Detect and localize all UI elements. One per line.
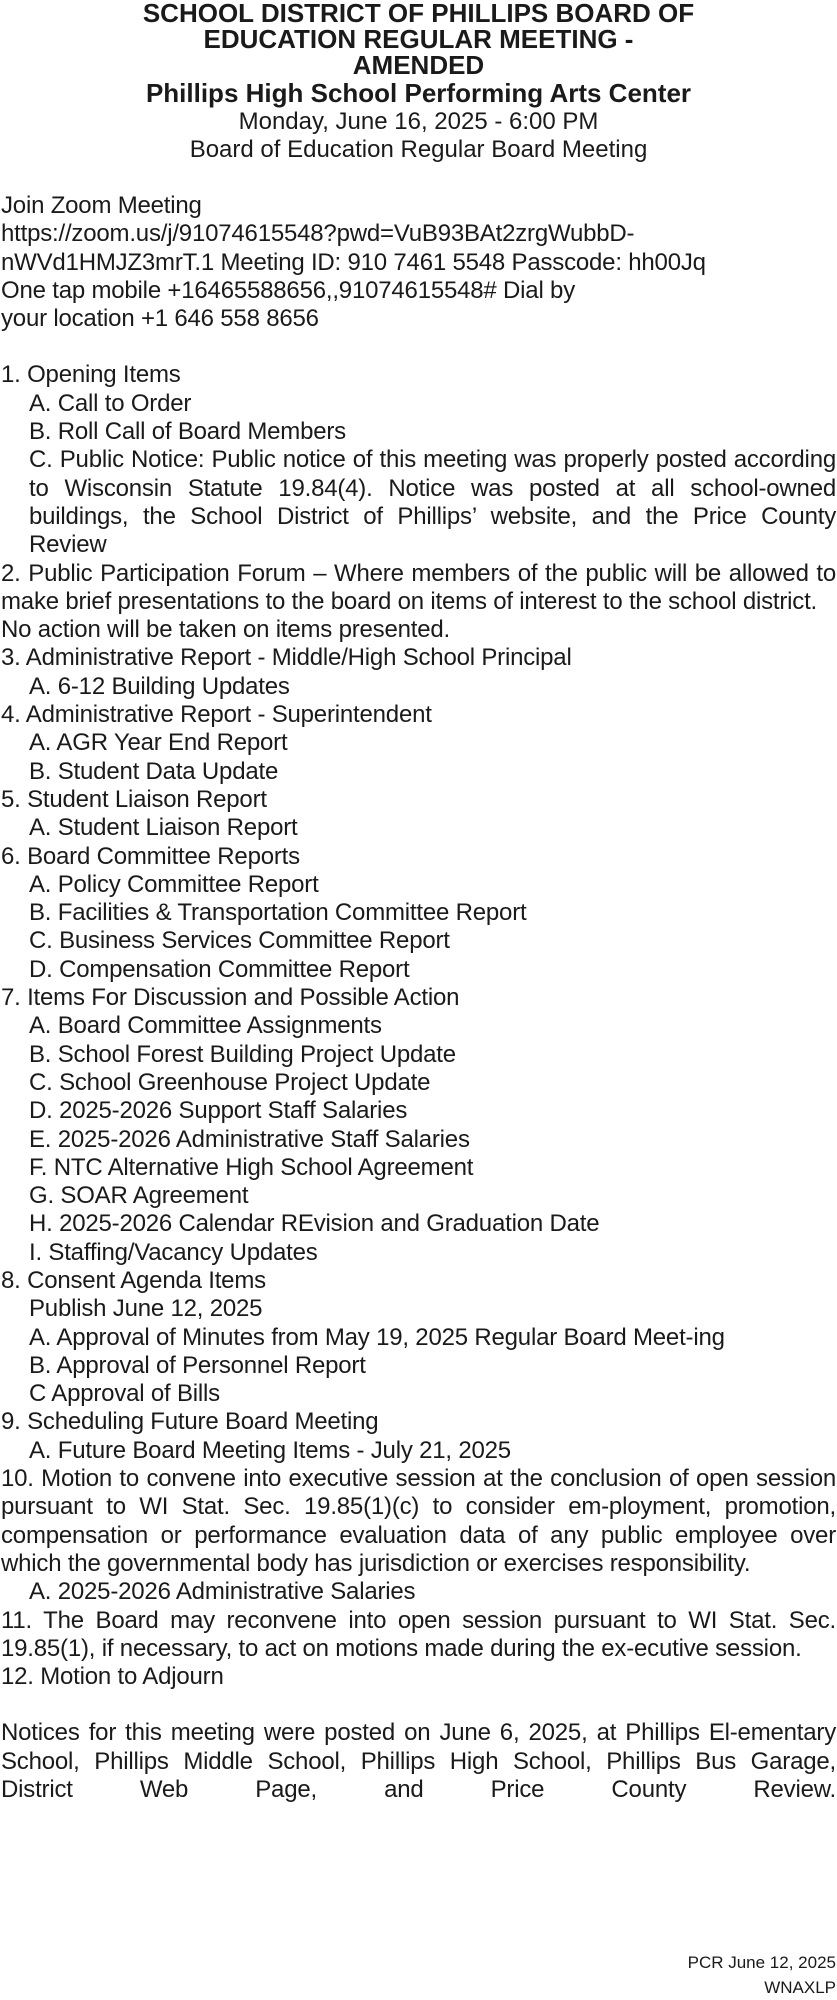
- agenda-item-5: 5. Student Liaison Report: [1, 785, 267, 813]
- agenda-item-2-note: No action will be taken on items presented.: [1, 616, 450, 644]
- agenda-item-2: 2. Public Participation Forum – Where members of the public will be allowed to make brief presentations to the board on items of interest to the school district.: [1, 559, 836, 615]
- agenda-item-11: 11. The Board may reconvene into open session pursuant to WI Stat. Sec. 19.85(1), if necessary, to act on motions made during the ex-ecutive session.: [1, 1606, 836, 1662]
- agenda-item-7i: I. Staffing/Vacancy Updates: [29, 1238, 318, 1266]
- posting-notice: Notices for this meeting were posted on June 6, 2025, at Phillips El-ementary School, Phillips Middle School, Phillips High School, Phillips Bus Garage, District Web Page, and Price County Review.: [1, 1719, 836, 1804]
- agenda-item-10a: A. 2025-2026 Administrative Salaries: [29, 1578, 416, 1606]
- agenda-item-3: 3. Administrative Report - Middle/High School Principal: [1, 644, 572, 672]
- zoom-dial: your location +1 646 558 8656: [1, 305, 319, 333]
- agenda-item-4a: A. AGR Year End Report: [29, 729, 288, 757]
- agenda-item-8-publish: Publish June 12, 2025: [29, 1295, 263, 1323]
- publication-footer: [688, 1950, 836, 2000]
- agenda-item-7c: C. School Greenhouse Project Update: [29, 1068, 431, 1096]
- agenda-item-3a: A. 6-12 Building Updates: [29, 672, 290, 700]
- agenda-item-8: 8. Consent Agenda Items: [1, 1266, 266, 1294]
- agenda-item-7a: A. Board Committee Assignments: [29, 1012, 382, 1040]
- title-line-2: EDUCATION REGULAR MEETING -: [203, 24, 634, 54]
- zoom-meeting-id: nWVd1HMJZ3mrT.1 Meeting ID: 910 7461 5548 Passcode: hh00Jq: [1, 248, 706, 276]
- agenda: [1, 361, 836, 1691]
- agenda-item-1b: B. Roll Call of Board Members: [29, 418, 346, 446]
- agenda-item-7f: F. NTC Alternative High School Agreement: [29, 1153, 474, 1181]
- agenda-item-7g: G. SOAR Agreement: [29, 1182, 249, 1210]
- agenda-item-6c: C. Business Services Committee Report: [29, 927, 450, 955]
- agenda-item-8c: C Approval of Bills: [29, 1380, 220, 1408]
- agenda-item-1: 1. Opening Items: [1, 361, 181, 389]
- zoom-one-tap: One tap mobile +16465588656,,91074615548# Dial by: [1, 276, 576, 304]
- agenda-item-6a: A. Policy Committee Report: [29, 870, 319, 898]
- notice-header: [1, 0, 836, 164]
- agenda-item-9a: A. Future Board Meeting Items - July 21, 2025: [29, 1436, 511, 1464]
- agenda-item-9: 9. Scheduling Future Board Meeting: [1, 1408, 379, 1436]
- notice-title: [69, 0, 769, 78]
- agenda-item-1c: C. Public Notice: Public notice of this meeting was properly posted according to Wisconsin Statute 19.84(4). Notice was posted at all school-owned buildings, the School District of Phillips’ website, and the Price County Review: [29, 446, 836, 559]
- agenda-item-1a: A. Call to Order: [29, 389, 192, 417]
- agenda-item-7e: E. 2025-2026 Administrative Staff Salaries: [29, 1125, 470, 1153]
- agenda-item-8b: B. Approval of Personnel Report: [29, 1351, 366, 1379]
- agenda-item-4b: B. Student Data Update: [29, 757, 279, 785]
- agenda-item-4: 4. Administrative Report - Superintendent: [1, 701, 432, 729]
- agenda-item-8a: A. Approval of Minutes from May 19, 2025 Regular Board Meet-ing: [29, 1323, 725, 1351]
- title-line-3: AMENDED: [352, 50, 485, 80]
- agenda-item-12: 12. Motion to Adjourn: [1, 1663, 224, 1691]
- title-line-1: SCHOOL DISTRICT OF PHILLIPS BOARD OF: [142, 0, 695, 28]
- meeting-venue: Phillips High School Performing Arts Center: [145, 78, 692, 108]
- agenda-item-10: 10. Motion to convene into executive session at the conclusion of open session pursuant to WI Stat. Sec. 19.85(1)(c) to consider em-ployment, promotion, compensation or performance evaluation data of any public employee over which the governmental body has jurisdiction or exercises responsibility.: [1, 1465, 836, 1577]
- agenda-item-5a: A. Student Liaison Report: [29, 814, 298, 842]
- agenda-item-7d: D. 2025-2026 Support Staff Salaries: [29, 1097, 408, 1125]
- agenda-item-6d: D. Compensation Committee Report: [29, 955, 410, 983]
- agenda-item-7: 7. Items For Discussion and Possible Action: [1, 984, 460, 1012]
- meeting-datetime: Monday, June 16, 2025 - 6:00 PM: [238, 108, 599, 135]
- agenda-item-7b: B. School Forest Building Project Update: [29, 1040, 456, 1068]
- agenda-item-6b: B. Facilities & Transportation Committee Report: [29, 899, 527, 927]
- zoom-link: https://zoom.us/j/91074615548?pwd=VuB93BAt2zrgWubbD-: [1, 220, 635, 248]
- agenda-item-6: 6. Board Committee Reports: [1, 842, 300, 870]
- publication-date: PCR June 12, 2025: [687, 1953, 836, 1972]
- publication-code: WNAXLP: [764, 1978, 836, 1997]
- zoom-info: [1, 192, 836, 333]
- meeting-type: Board of Education Regular Board Meeting: [189, 136, 648, 163]
- agenda-item-7h: H. 2025-2026 Calendar REvision and Graduation Date: [29, 1210, 600, 1238]
- zoom-line-1: Join Zoom Meeting: [1, 192, 202, 219]
